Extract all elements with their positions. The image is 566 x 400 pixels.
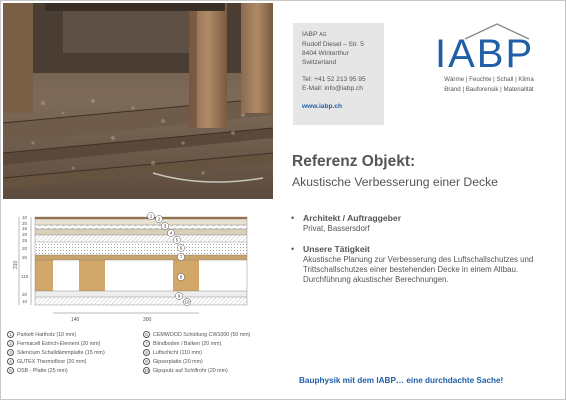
contact-country: Switzerland — [302, 59, 337, 66]
dim-layer-4: 20 — [22, 232, 28, 237]
legend-item: 10 Gipsputz auf Schilfrohr (20 mm) — [144, 367, 228, 374]
contact-email[interactable]: E-Mail: info@iabp.ch — [302, 85, 363, 92]
legend-item: 9 Gipserplatte (20 mm) — [143, 357, 277, 366]
attic-floor-photo — [3, 3, 273, 199]
legend-item: 8 Luftschicht (110 mm) — [143, 348, 277, 357]
legend-item: 7 Blindboden / Balken (20 mm) — [143, 339, 277, 348]
marker-1 — [147, 212, 154, 219]
svg-text:9: 9 — [177, 293, 181, 299]
legend-item: 6 CEMWOOD Schüttung CW1000 (50 mm) — [143, 330, 277, 339]
svg-text:7: 7 — [179, 254, 183, 260]
legend-right-column — [143, 330, 277, 375]
marker-2 — [155, 215, 162, 222]
svg-text:4: 4 — [169, 230, 173, 236]
legend-item: 3 Silencium Schalldämmplatte (15 mm) — [7, 348, 141, 357]
bullet-client-head: Architekt / Auftraggeber — [303, 213, 402, 223]
svg-text:2: 2 — [157, 216, 161, 222]
logo-letters: IABP — [435, 32, 535, 76]
contact-box — [293, 23, 384, 125]
info-bullets — [291, 213, 551, 285]
marker-5 — [173, 236, 180, 243]
svg-text:3: 3 — [163, 223, 167, 229]
dim-total: 310 — [13, 260, 19, 269]
contact-phone: Tel: +41 52 213 95 95 — [302, 76, 366, 83]
floor-section-diagram — [5, 207, 277, 327]
dim-width-1: 140 — [71, 317, 80, 323]
marker-8 — [177, 273, 184, 280]
svg-text:6: 6 — [179, 245, 183, 251]
dim-layer-5: 25 — [22, 238, 28, 243]
legend-item: 2 Fermacell Estrich-Element (20 mm) — [7, 339, 141, 348]
contact-street: Rudolf Diesel – Str. 5 — [302, 41, 364, 48]
contact-city: 8404 Winterthur — [302, 50, 349, 57]
dim-layer-8: 110 — [21, 274, 29, 279]
legend-item: 4 GUTEX Thermofloor (20 mm) — [7, 357, 141, 366]
dim-layer-1: 10 — [22, 215, 28, 220]
svg-text:10: 10 — [184, 299, 190, 305]
slogan: Bauphysik mit dem IABP… eine durchdachte Sache! — [299, 376, 504, 385]
logo-tagline-2: Brand | Bauforensik | Materialität — [444, 86, 534, 93]
dim-layer-2: 20 — [22, 221, 28, 226]
dim-layer-10: 10 — [22, 299, 28, 304]
logo-tagline-1: Wärme | Feuchte | Schall | Klima — [444, 76, 534, 83]
dim-layer-9: 20 — [22, 292, 28, 297]
bullet-activity-text: Akustische Planung zur Verbesserung des Luftschallschutzes und Trittschallschutzes einer bestehenden Decke in einem Altbau. Durchführung akustischer Berechnungen. — [303, 255, 534, 284]
bullet-client: • Architekt / Auftraggeber Privat, Bassersdorf — [291, 213, 551, 234]
bullet-client-text: Privat, Bassersdorf — [303, 224, 370, 233]
marker-7 — [177, 253, 184, 260]
page-subtitle: Akustische Verbesserung einer Decke — [292, 175, 498, 189]
contact-company: IABP AG — [302, 31, 327, 38]
legend-item: 5 OSB - Platte (25 mm) — [7, 366, 141, 375]
iabp-logo — [423, 21, 553, 103]
page-title: Referenz Objekt: — [292, 153, 416, 170]
bullet-activity-head: Unsere Tätigkeit — [303, 244, 370, 254]
dim-layer-7: 20 — [22, 255, 28, 260]
marker-3 — [161, 222, 168, 229]
svg-text:5: 5 — [175, 237, 179, 243]
contact-website-link[interactable]: www.iabp.ch — [302, 103, 343, 110]
legend-item: 1 Parkett Hartholz (10 mm) — [7, 330, 141, 339]
legend-left-column — [7, 330, 141, 375]
marker-4 — [167, 229, 174, 236]
svg-text:8: 8 — [179, 274, 183, 280]
dim-layer-3: 15 — [22, 226, 28, 231]
marker-6 — [177, 244, 184, 251]
bullet-activity: • Unsere Tätigkeit Akustische Planung zur Verbesserung des Luftschallschutzes und Trittschallschutzes einer bestehenden Decke in einem Altbau. Durchführung akustischer Berechnungen. — [291, 244, 551, 285]
marker-10 — [183, 298, 190, 305]
marker-9 — [175, 292, 182, 299]
svg-text:1: 1 — [149, 213, 153, 219]
dim-width-2: 300 — [143, 317, 152, 323]
dim-layer-6: 20 — [22, 246, 28, 251]
